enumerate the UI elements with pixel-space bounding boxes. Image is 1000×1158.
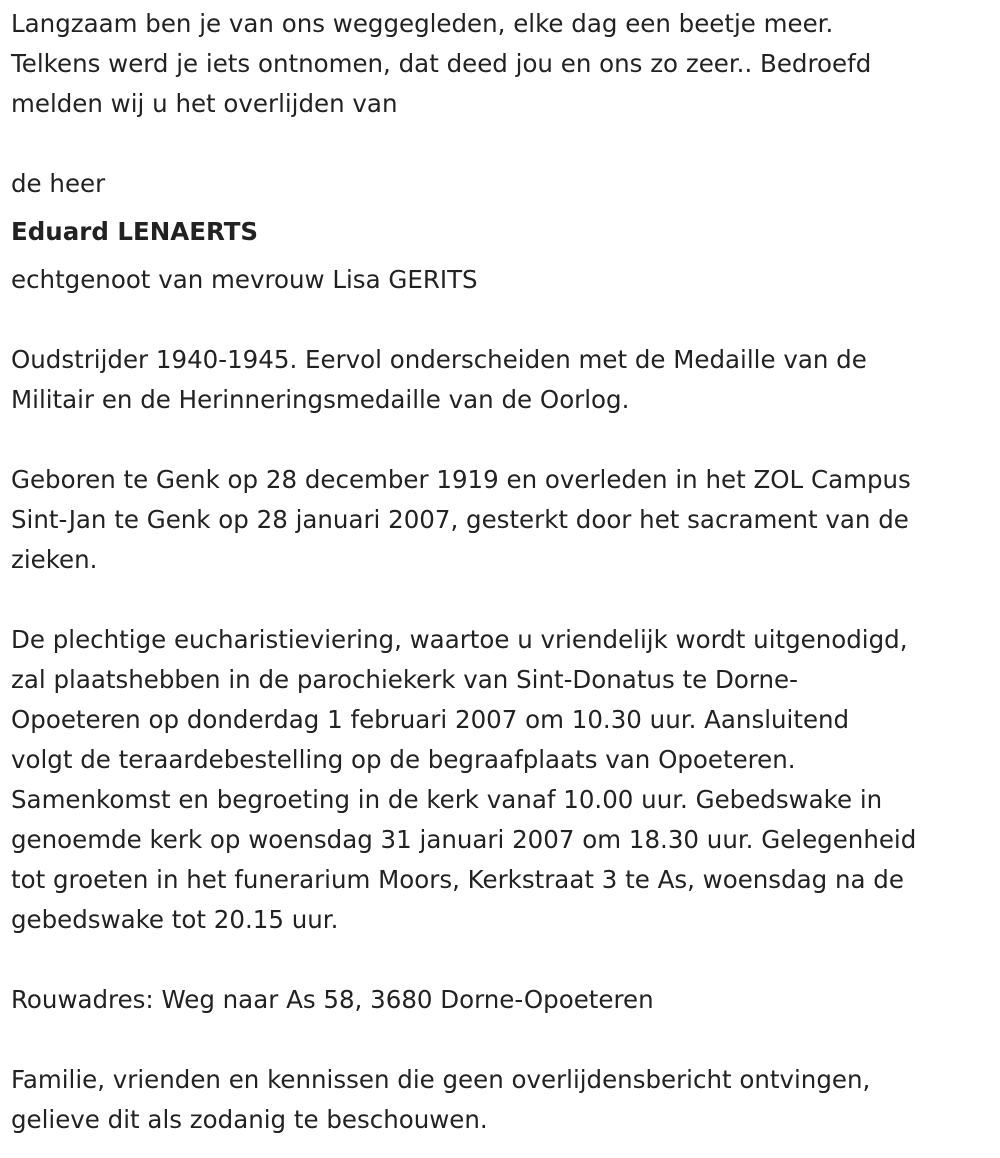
closing-line: gelieve dit als zodanig te beschouwen. (11, 1105, 488, 1134)
ceremony-line: volgt de teraardebestelling op de begraafplaats van Opoeteren. (11, 745, 796, 774)
ceremony-paragraph (11, 620, 985, 940)
deceased-spouse: echtgenoot van mevrouw Lisa GERITS (11, 265, 478, 294)
deceased-title: de heer (11, 169, 106, 198)
birth-death-line: Geboren te Genk op 28 december 1919 en overleden in het ZOL Campus (11, 465, 911, 494)
intro-line: Langzaam ben je van ons weggegleden, elke dag een beetje meer. (11, 9, 834, 38)
mourning-address: Rouwadres: Weg naar As 58, 3680 Dorne-Opoeteren (11, 985, 654, 1014)
honors-line: Oudstrijder 1940-1945. Eervol onderscheiden met de Medaille van de (11, 345, 867, 374)
ceremony-line: Opoeteren op donderdag 1 februari 2007 om 10.30 uur. Aansluitend (11, 705, 850, 734)
honors-paragraph (11, 340, 985, 420)
closing-line: Familie, vrienden en kennissen die geen overlijdensbericht ontvingen, (11, 1065, 871, 1094)
ceremony-line: tot groeten in het funerarium Moors, Kerkstraat 3 te As, woensdag na de (11, 865, 904, 894)
deceased-name: Eduard LENAERTS (11, 217, 259, 246)
intro-line: Telkens werd je iets ontnomen, dat deed jou en ons zo zeer.. Bedroefd (11, 49, 872, 78)
honors-line: Militair en de Herinneringsmedaille van de Oorlog. (11, 385, 630, 414)
birth-death-line: Sint-Jan te Genk op 28 januari 2007, gesterkt door het sacrament van de (11, 505, 909, 534)
ceremony-line: genoemde kerk op woensdag 31 januari 2007 om 18.30 uur. Gelegenheid (11, 825, 917, 854)
ceremony-line: gebedswake tot 20.15 uur. (11, 905, 339, 934)
birth-death-paragraph (11, 460, 985, 580)
address-paragraph (11, 980, 985, 1020)
intro-line: melden wij u het overlijden van (11, 89, 398, 118)
ceremony-line: Samenkomst en begroeting in de kerk vanaf 10.00 uur. Gebedswake in (11, 785, 883, 814)
birth-death-line: zieken. (11, 545, 98, 574)
ceremony-line: zal plaatshebben in de parochiekerk van Sint-Donatus te Dorne- (11, 665, 798, 694)
closing-paragraph (11, 1060, 985, 1140)
intro-paragraph (11, 4, 985, 124)
ceremony-line: De plechtige eucharistieviering, waartoe u vriendelijk wordt uitgenodigd, (11, 625, 908, 654)
